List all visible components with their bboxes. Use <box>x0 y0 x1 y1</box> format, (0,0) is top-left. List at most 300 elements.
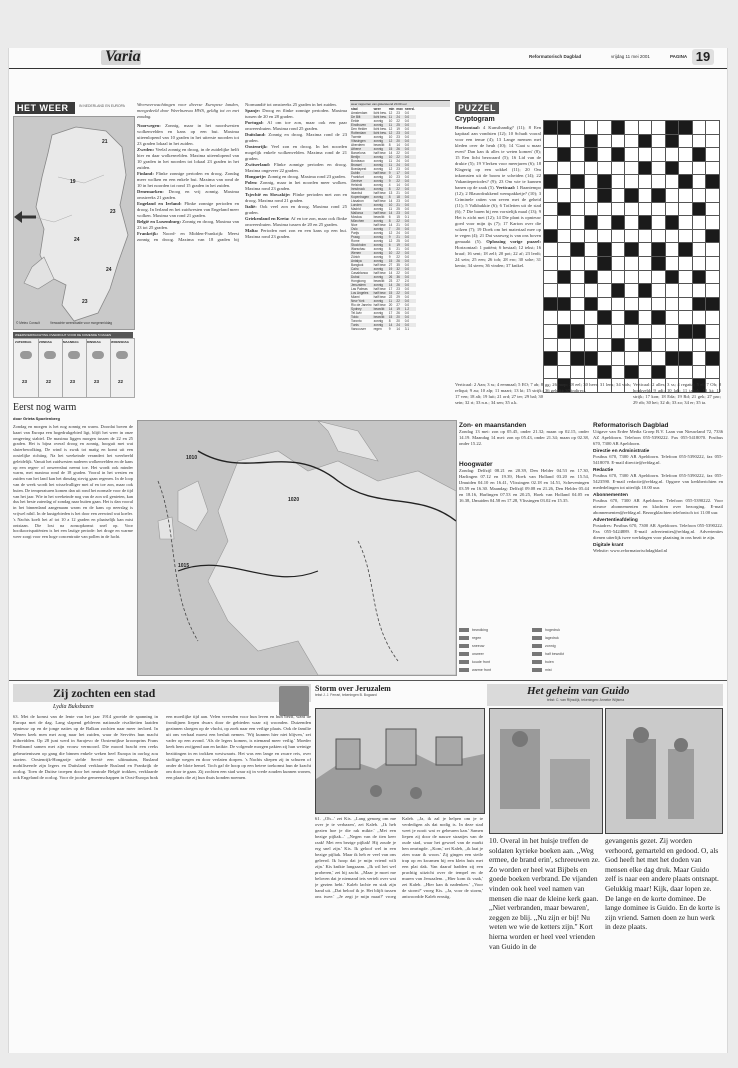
crossword-black-cell[interactable] <box>706 352 720 366</box>
legend-item <box>532 642 589 650</box>
crossword-cell[interactable] <box>544 243 558 257</box>
crossword-cell[interactable] <box>665 188 679 202</box>
crossword-cell[interactable] <box>679 338 693 352</box>
crossword-black-cell[interactable] <box>665 270 679 284</box>
crossword-cell[interactable] <box>557 352 571 366</box>
crossword-cell[interactable] <box>679 148 693 162</box>
crossword-cell[interactable] <box>598 161 612 175</box>
crossword-cell[interactable] <box>679 297 693 311</box>
crossword-black-cell[interactable] <box>611 148 625 162</box>
crossword-cell[interactable] <box>625 161 639 175</box>
crossword-black-cell[interactable] <box>611 121 625 135</box>
crossword-black-cell[interactable] <box>598 365 612 379</box>
table-cell: Den Helder <box>351 127 368 131</box>
crossword-cell[interactable] <box>638 352 652 366</box>
crossword-grid <box>543 120 720 393</box>
crossword-cell[interactable] <box>584 175 598 189</box>
crossword-cell[interactable] <box>706 243 720 257</box>
crossword-cell[interactable] <box>706 256 720 270</box>
crossword-cell[interactable] <box>598 121 612 135</box>
crossword-black-cell[interactable] <box>557 148 571 162</box>
crossword-cell[interactable] <box>611 256 625 270</box>
country-forecast <box>137 189 239 201</box>
crossword-cell[interactable] <box>638 148 652 162</box>
crossword-black-cell[interactable] <box>665 134 679 148</box>
crossword-cell[interactable] <box>571 284 585 298</box>
crossword-cell[interactable] <box>638 121 652 135</box>
crossword-cell[interactable] <box>665 148 679 162</box>
crossword-cell[interactable] <box>598 134 612 148</box>
crossword-cell[interactable] <box>638 202 652 216</box>
crossword-cell[interactable] <box>679 270 693 284</box>
crossword-cell[interactable] <box>544 311 558 325</box>
forecast-day-temp: 23 <box>94 379 100 384</box>
crossword-cell[interactable] <box>652 121 666 135</box>
crossword-cell[interactable] <box>584 161 598 175</box>
country-name: Zwitserland: <box>245 162 274 167</box>
crossword-cell[interactable] <box>544 338 558 352</box>
crossword-cell[interactable] <box>571 202 585 216</box>
crossword-cell[interactable] <box>665 256 679 270</box>
crossword-cell[interactable] <box>571 270 585 284</box>
crossword-cell[interactable] <box>692 161 706 175</box>
crossword-black-cell[interactable] <box>571 324 585 338</box>
table-cell: half bew. <box>373 271 387 275</box>
crossword-black-cell[interactable] <box>638 161 652 175</box>
crossword-black-cell[interactable] <box>706 229 720 243</box>
crossword-cell[interactable] <box>625 229 639 243</box>
crossword-cell[interactable] <box>544 134 558 148</box>
crossword-black-cell[interactable] <box>692 202 706 216</box>
crossword-cell[interactable] <box>544 148 558 162</box>
crossword-cell[interactable] <box>584 202 598 216</box>
crossword-cell[interactable] <box>652 284 666 298</box>
crossword-cell[interactable] <box>544 161 558 175</box>
crossword-cell[interactable] <box>706 148 720 162</box>
table-cell: 24 <box>396 159 400 163</box>
table-cell: Rio de Janeiro <box>351 303 372 307</box>
crossword-cell[interactable] <box>706 284 720 298</box>
crossword-cell[interactable] <box>611 202 625 216</box>
crossword-cell[interactable] <box>638 311 652 325</box>
crossword-cell[interactable] <box>638 175 652 189</box>
crossword-cell[interactable] <box>598 202 612 216</box>
crossword-black-cell[interactable] <box>679 175 693 189</box>
crossword-black-cell[interactable] <box>692 148 706 162</box>
crossword-black-cell[interactable] <box>625 311 639 325</box>
crossword-cell[interactable] <box>584 121 598 135</box>
crossword-cell[interactable] <box>625 202 639 216</box>
crossword-black-cell[interactable] <box>544 175 558 189</box>
crossword-cell[interactable] <box>611 311 625 325</box>
crossword-cell[interactable] <box>611 161 625 175</box>
crossword-black-cell[interactable] <box>625 188 639 202</box>
crossword-cell[interactable] <box>584 256 598 270</box>
crossword-black-cell[interactable] <box>598 243 612 257</box>
crossword-cell[interactable] <box>692 365 706 379</box>
crossword-cell[interactable] <box>571 229 585 243</box>
crossword-cell[interactable] <box>665 202 679 216</box>
crossword-cell[interactable] <box>652 175 666 189</box>
crossword-cell[interactable] <box>692 338 706 352</box>
crossword-cell[interactable] <box>557 216 571 230</box>
crossword-cell[interactable] <box>544 216 558 230</box>
crossword-black-cell[interactable] <box>692 270 706 284</box>
crossword-cell[interactable] <box>625 297 639 311</box>
crossword-cell[interactable] <box>544 324 558 338</box>
crossword-cell[interactable] <box>611 270 625 284</box>
crossword-cell[interactable] <box>652 134 666 148</box>
crossword-black-cell[interactable] <box>611 284 625 298</box>
crossword-cell[interactable] <box>598 229 612 243</box>
crossword-cell[interactable] <box>706 338 720 352</box>
comic-guido-drawing-1 <box>490 709 602 833</box>
crossword-cell[interactable] <box>692 188 706 202</box>
crossword-cell[interactable] <box>571 338 585 352</box>
crossword-cell[interactable] <box>571 148 585 162</box>
crossword-black-cell[interactable] <box>557 121 571 135</box>
crossword-cell[interactable] <box>598 148 612 162</box>
crossword-cell[interactable] <box>706 311 720 325</box>
crossword-cell[interactable] <box>557 175 571 189</box>
crossword-cell[interactable] <box>544 188 558 202</box>
page-number: 19 <box>692 49 714 65</box>
crossword-cell[interactable] <box>638 256 652 270</box>
crossword-cell[interactable] <box>584 243 598 257</box>
crossword-black-cell[interactable] <box>638 216 652 230</box>
country-forecast <box>245 162 347 174</box>
crossword-cell[interactable] <box>625 352 639 366</box>
crossword-cell[interactable] <box>652 216 666 230</box>
crossword-row <box>544 188 720 202</box>
crossword-cell[interactable] <box>584 324 598 338</box>
crossword-cell[interactable] <box>692 175 706 189</box>
table-cell: 0.0 <box>404 139 410 143</box>
crossword-black-cell[interactable] <box>557 270 571 284</box>
crossword-black-cell[interactable] <box>584 352 598 366</box>
crossword-black-cell[interactable] <box>652 365 666 379</box>
crossword-black-cell[interactable] <box>692 297 706 311</box>
crossword-cell[interactable] <box>652 270 666 284</box>
crossword-black-cell[interactable] <box>584 270 598 284</box>
crossword-cell[interactable] <box>665 297 679 311</box>
table-cell: 12 <box>388 127 393 131</box>
crossword-cell[interactable] <box>652 229 666 243</box>
legend-item <box>459 666 516 674</box>
crossword-black-cell[interactable] <box>679 352 693 366</box>
table-cell: Hongkong <box>351 279 366 283</box>
crossword-cell[interactable] <box>584 338 598 352</box>
country-text: Veelal zonnig en droog, in de zuidelijke helft hier en daar wolkenvelden. Maxima uiteenlopend van 10 graden in het noorden tot lokaal 23 graden in het zuiden. <box>137 147 239 170</box>
table-cell: 0.0 <box>404 243 410 247</box>
crossword-cell[interactable] <box>571 365 585 379</box>
crossword-cell[interactable] <box>706 216 720 230</box>
crossword-black-cell[interactable] <box>557 297 571 311</box>
crossword-cell[interactable] <box>638 324 652 338</box>
crossword-cell[interactable] <box>544 256 558 270</box>
crossword-cell[interactable] <box>598 297 612 311</box>
table-cell: 23 <box>396 211 400 215</box>
crossword-cell[interactable] <box>544 365 558 379</box>
crossword-black-cell[interactable] <box>557 202 571 216</box>
crossword-cell[interactable] <box>706 161 720 175</box>
table-cell: 21 <box>396 191 400 195</box>
crossword-cell[interactable] <box>611 324 625 338</box>
crossword-cell[interactable] <box>544 202 558 216</box>
crossword-black-cell[interactable] <box>598 311 612 325</box>
crossword-cell[interactable] <box>557 161 571 175</box>
crossword-black-cell[interactable] <box>544 229 558 243</box>
table-cell: Miami <box>351 295 360 299</box>
table-cell: 19 <box>396 127 400 131</box>
crossword-cell[interactable] <box>598 324 612 338</box>
crossword-cell[interactable] <box>557 188 571 202</box>
country-forecast <box>137 171 239 189</box>
crossword-cell[interactable] <box>625 338 639 352</box>
crossword-cell[interactable] <box>692 352 706 366</box>
crossword-black-cell[interactable] <box>638 338 652 352</box>
table-cell: 0.0 <box>404 255 410 259</box>
table-cell: 22 <box>396 255 400 259</box>
table-cell: zonnig <box>373 203 383 207</box>
crossword-black-cell[interactable] <box>584 134 598 148</box>
table-cell: 22 <box>396 155 400 159</box>
crossword-cell[interactable] <box>692 311 706 325</box>
crossword-black-cell[interactable] <box>584 148 598 162</box>
crossword-cell[interactable] <box>584 229 598 243</box>
crossword-cell[interactable] <box>665 338 679 352</box>
crossword-cell[interactable] <box>665 365 679 379</box>
crossword-black-cell[interactable] <box>611 216 625 230</box>
crossword-cell[interactable] <box>665 284 679 298</box>
crossword-black-cell[interactable] <box>584 216 598 230</box>
crossword-black-cell[interactable] <box>544 352 558 366</box>
crossword-black-cell[interactable] <box>598 188 612 202</box>
crossword-cell[interactable] <box>679 365 693 379</box>
crossword-black-cell[interactable] <box>638 284 652 298</box>
crossword-cell[interactable] <box>571 134 585 148</box>
crossword-cell[interactable] <box>557 256 571 270</box>
table-cell: Helsinki <box>351 183 363 187</box>
crossword-row <box>544 148 720 162</box>
crossword-cell[interactable] <box>692 243 706 257</box>
puzzle-logo-box <box>455 102 499 114</box>
crossword-cell[interactable] <box>625 134 639 148</box>
crossword-black-cell[interactable] <box>679 324 693 338</box>
crossword-black-cell[interactable] <box>652 188 666 202</box>
table-cell: zonnig <box>373 187 383 191</box>
table-cell: 13 <box>388 191 393 195</box>
crossword-black-cell[interactable] <box>625 243 639 257</box>
crossword-cell[interactable] <box>557 134 571 148</box>
crossword-cell[interactable] <box>571 161 585 175</box>
crossword-cell[interactable] <box>692 284 706 298</box>
country-text: Zonnig en droog. Maxima van 23 tot 25 graden. <box>137 219 239 230</box>
table-cell: 0.0 <box>404 131 410 135</box>
horizontal-clues: 4 Kunsthandig? (11); 8 Een kapitaal aan vondsten (12); 10 Schudt vooral voor een tenue (4); 13 Lange mensen met kleden over de heuh (10); 14 'Gaat u maar even? Dan kan ik alles te weten komen' (8); 15 Een licht bezwaard (5); 16 Lid van de drukte (5); 19 Vlerken voor meerjaren (6); 18 Klagerig op een sokkel (11); 20 Om inkomsten uit de boom te scheiden (14); 22 Vakantieperiodes? (9); 23 Om wie te kunnen banen op de zaak (5). <box>455 125 541 190</box>
crossword-cell[interactable] <box>652 161 666 175</box>
crossword-black-cell[interactable] <box>706 297 720 311</box>
crossword-cell[interactable] <box>638 188 652 202</box>
crossword-cell[interactable] <box>611 134 625 148</box>
crossword-cell[interactable] <box>679 229 693 243</box>
crossword-black-cell[interactable] <box>652 256 666 270</box>
crossword-black-cell[interactable] <box>571 175 585 189</box>
map-temp-5: 24 <box>106 267 112 273</box>
crossword-cell[interactable] <box>611 365 625 379</box>
table-cell: half bew. <box>373 223 387 227</box>
crossword-black-cell[interactable] <box>665 161 679 175</box>
crossword-cell[interactable] <box>665 311 679 325</box>
crossword-cell[interactable] <box>611 243 625 257</box>
table-cell: 9 <box>388 255 391 259</box>
crossword-cell[interactable] <box>665 243 679 257</box>
crossword-cell[interactable] <box>679 284 693 298</box>
crossword-black-cell[interactable] <box>598 175 612 189</box>
crossword-black-cell[interactable] <box>625 365 639 379</box>
crossword-cell[interactable] <box>692 256 706 270</box>
table-cell: 14 <box>388 199 393 203</box>
crossword-cell[interactable] <box>571 311 585 325</box>
crossword-cell[interactable] <box>692 229 706 243</box>
crossword-cell[interactable] <box>598 284 612 298</box>
crossword-cell[interactable] <box>544 270 558 284</box>
crossword-cell[interactable] <box>611 175 625 189</box>
crossword-cell[interactable] <box>584 311 598 325</box>
crossword-cell[interactable] <box>638 243 652 257</box>
crossword-cell[interactable] <box>544 284 558 298</box>
crossword-cell[interactable] <box>625 175 639 189</box>
crossword-cell[interactable] <box>611 229 625 243</box>
crossword-cell[interactable] <box>706 134 720 148</box>
crossword-cell[interactable] <box>584 284 598 298</box>
crossword-black-cell[interactable] <box>544 121 558 135</box>
crossword-black-cell[interactable] <box>679 243 693 257</box>
crossword-cell[interactable] <box>692 134 706 148</box>
table-cell: Parijs <box>351 231 359 235</box>
crossword-black-cell[interactable] <box>571 352 585 366</box>
crossword-row <box>544 284 720 298</box>
crossword-cell[interactable] <box>557 365 571 379</box>
crossword-black-cell[interactable] <box>665 216 679 230</box>
crossword-cell[interactable] <box>706 365 720 379</box>
crossword-cell[interactable] <box>625 216 639 230</box>
crossword-cell[interactable] <box>571 256 585 270</box>
crossword-cell[interactable] <box>638 365 652 379</box>
crossword-black-cell[interactable] <box>692 324 706 338</box>
crossword-black-cell[interactable] <box>679 121 693 135</box>
colophon-sub2-text: Postbus 670, 7300 AR Apeldoorn. Telefoon 055-5390222, fax 055-5423590. E-mail redactie@refdag.nl. Opgave van kerkberichten en mededelingen tot uiterlijk 10.00 uur. <box>593 473 723 490</box>
crossword-cell[interactable] <box>611 188 625 202</box>
crossword-cell[interactable] <box>625 256 639 270</box>
crossword-cell[interactable] <box>665 324 679 338</box>
crossword-black-cell[interactable] <box>638 134 652 148</box>
crossword-black-cell[interactable] <box>557 324 571 338</box>
crossword-cell[interactable] <box>557 229 571 243</box>
crossword-black-cell[interactable] <box>611 338 625 352</box>
crossword-black-cell[interactable] <box>665 121 679 135</box>
crossword-cell[interactable] <box>611 352 625 366</box>
crossword-cell[interactable] <box>665 229 679 243</box>
table-cell: Rotterdam <box>351 131 366 135</box>
crossword-cell[interactable] <box>706 121 720 135</box>
crossword-cell[interactable] <box>679 216 693 230</box>
crossword-cell[interactable] <box>638 297 652 311</box>
crossword-cell[interactable] <box>584 365 598 379</box>
crossword-cell[interactable] <box>652 297 666 311</box>
crossword-cell[interactable] <box>571 121 585 135</box>
map-credit: © Meteo Consult <box>16 321 40 325</box>
comic-guido-text-1: 10. Overal in het huisje treffen de soldaten kyrieke boeken aan. ,,Weg ermee, de brand erin', schreeuwen ze. Zo worden er heel wat Bijbels en goede boeken verbrand. De vijanden vinden ook heel veel namen van mensen die naar de kleine kerk gaan. ,,Niet verbranden, maar bewaren', zeggen ze blij. ,,Nu zijn er bij! Nu weten we wie de ketters zijn.'' Kort hierna worden er heel veel vrienden van Guido in de <box>489 836 600 951</box>
crossword-cell[interactable] <box>571 216 585 230</box>
crossword-cell[interactable] <box>679 202 693 216</box>
crossword-cell[interactable] <box>692 216 706 230</box>
crossword-black-cell[interactable] <box>706 175 720 189</box>
crossword-cell[interactable] <box>652 202 666 216</box>
crossword-cell[interactable] <box>706 324 720 338</box>
crossword-black-cell[interactable] <box>652 243 666 257</box>
crossword-cell[interactable] <box>557 284 571 298</box>
table-cell: 21 <box>396 247 400 251</box>
crossword-cell[interactable] <box>679 311 693 325</box>
crossword-cell[interactable] <box>706 270 720 284</box>
crossword-cell[interactable] <box>625 270 639 284</box>
crossword-cell[interactable] <box>625 121 639 135</box>
crossword-cell[interactable] <box>652 352 666 366</box>
crossword-cell[interactable] <box>571 188 585 202</box>
crossword-cell[interactable] <box>557 338 571 352</box>
crossword-cell[interactable] <box>625 324 639 338</box>
crossword-black-cell[interactable] <box>544 297 558 311</box>
crossword-cell[interactable] <box>652 324 666 338</box>
crossword-cell[interactable] <box>571 297 585 311</box>
crossword-black-cell[interactable] <box>584 297 598 311</box>
crossword-cell[interactable] <box>598 270 612 284</box>
crossword-cell[interactable] <box>638 229 652 243</box>
crossword-cell[interactable] <box>598 352 612 366</box>
crossword-cell[interactable] <box>625 284 639 298</box>
crossword-cell[interactable] <box>557 243 571 257</box>
crossword-cell[interactable] <box>584 188 598 202</box>
crossword-cell[interactable] <box>679 188 693 202</box>
crossword-cell[interactable] <box>557 311 571 325</box>
table-cell: 0.1 <box>404 215 410 219</box>
crossword-cell[interactable] <box>665 175 679 189</box>
crossword-black-cell[interactable] <box>652 311 666 325</box>
table-cell: 8 <box>388 247 391 251</box>
crossword-cell[interactable] <box>706 202 720 216</box>
crossword-black-cell[interactable] <box>598 256 612 270</box>
crossword-cell[interactable] <box>598 338 612 352</box>
weather-logo-box <box>15 102 75 114</box>
crossword-black-cell[interactable] <box>571 243 585 257</box>
crossword-cell[interactable] <box>692 121 706 135</box>
crossword-cell[interactable] <box>652 338 666 352</box>
crossword-cell[interactable] <box>679 161 693 175</box>
crossword-cell[interactable] <box>652 148 666 162</box>
crossword-cell[interactable] <box>625 148 639 162</box>
crossword-row <box>544 324 720 338</box>
crossword-cell[interactable] <box>611 297 625 311</box>
crossword-cell[interactable] <box>638 270 652 284</box>
crossword-cell[interactable] <box>598 216 612 230</box>
country-name: Oostenrijk: <box>245 144 272 149</box>
crossword-cell[interactable] <box>679 256 693 270</box>
crossword-cell[interactable] <box>679 134 693 148</box>
crossword-cell[interactable] <box>706 188 720 202</box>
table-cell: Lissabon <box>351 199 364 203</box>
crossword-black-cell[interactable] <box>665 352 679 366</box>
